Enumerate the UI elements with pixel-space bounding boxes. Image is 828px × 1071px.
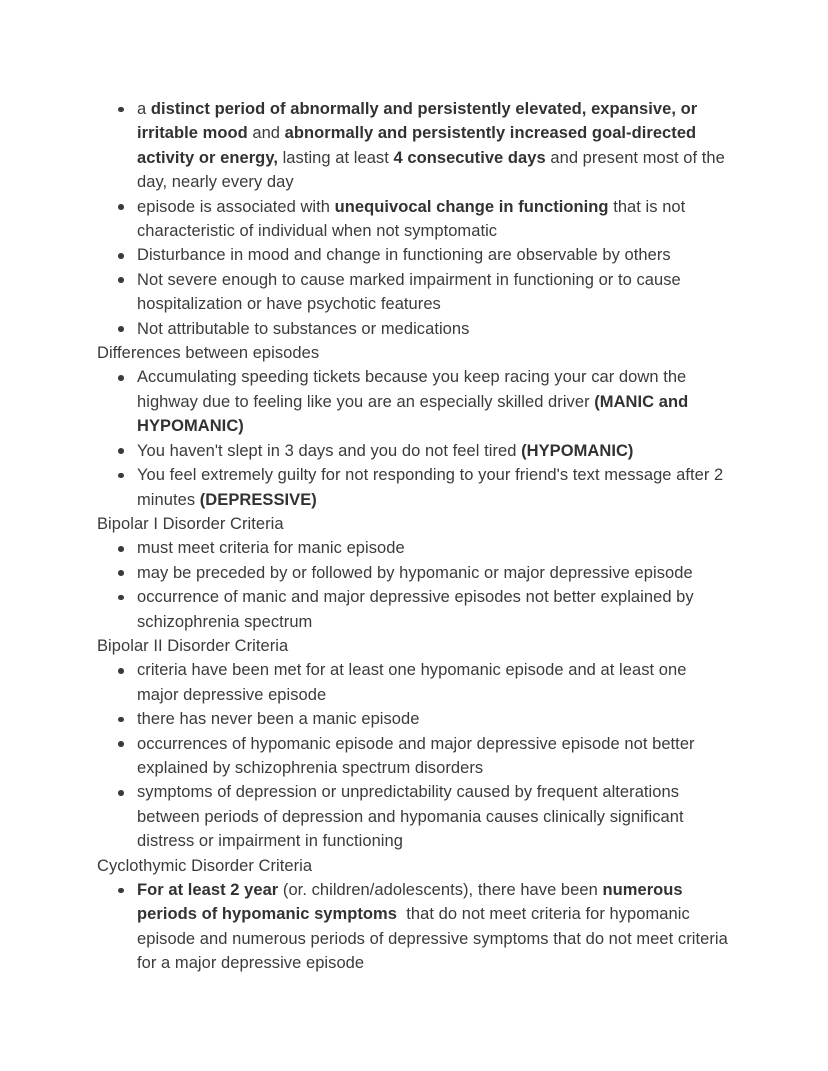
bullet-item <box>97 658 729 707</box>
bullet-icon <box>118 473 124 479</box>
bullet-text: You feel extremely guilty for not responding to your friend's text message after 2 minutes (DEPRESSIVE) <box>137 466 724 509</box>
bullet-icon <box>118 448 124 454</box>
bullet-item <box>97 707 729 731</box>
bullet-item <box>97 97 729 195</box>
bullet-icon <box>118 741 124 747</box>
bullet-item <box>97 317 729 341</box>
bullet-text: symptoms of depression or unpredictability caused by frequent alterations between periods of depression and hypomania causes clinically significant distress or impairment in functioning <box>137 783 684 851</box>
bullet-item <box>97 585 729 634</box>
bullet-item <box>97 268 729 317</box>
bullet-text: Not severe enough to cause marked impairment in functioning or to cause hospitalization or have psychotic features <box>137 270 681 314</box>
bullet-icon <box>118 277 124 283</box>
section-heading <box>97 854 729 878</box>
bullet-icon <box>118 204 124 210</box>
bullet-icon <box>118 595 124 601</box>
bullet-icon <box>118 717 124 723</box>
bullet-text: a distinct period of abnormally and persistently elevated, expansive, or irritable mood and abnormally and persistently increased goal-directed activity or energy, lasting at least 4 consecutive days and present most of the day, nearly every day <box>137 100 725 192</box>
bullet-item <box>97 439 729 463</box>
bullet-text: Accumulating speeding tickets because you keep racing your car down the highway due to feeling like you are an especially skilled driver (MANIC and HYPOMANIC) <box>137 368 689 436</box>
bullet-item <box>97 365 729 438</box>
bullet-icon <box>118 375 124 381</box>
bullet-text: episode is associated with unequivocal change in functioning that is not characteristic of individual when not symptomatic <box>137 197 686 241</box>
bullet-icon <box>118 107 124 113</box>
bullet-text: Disturbance in mood and change in functioning are observable by others <box>137 246 671 265</box>
bullet-icon <box>118 668 124 674</box>
bullet-item <box>97 732 729 781</box>
bullet-item <box>97 780 729 853</box>
bullet-item <box>97 243 729 267</box>
bullet-icon <box>118 570 124 576</box>
notes-document <box>97 97 729 976</box>
bullet-icon <box>118 326 124 332</box>
bullet-item <box>97 561 729 585</box>
bullet-text: Not attributable to substances or medications <box>137 319 470 338</box>
bullet-icon <box>118 546 124 552</box>
bullet-icon <box>118 790 124 796</box>
bullet-item <box>97 878 729 976</box>
heading-text: Bipolar II Disorder Criteria <box>97 636 289 655</box>
section-heading <box>97 634 729 658</box>
bullet-text: criteria have been met for at least one hypomanic episode and at least one major depressive episode <box>137 661 687 704</box>
heading-text: Bipolar I Disorder Criteria <box>97 514 284 533</box>
section-heading <box>97 341 729 365</box>
bullet-text: You haven't slept in 3 days and you do not feel tired (HYPOMANIC) <box>137 441 634 460</box>
heading-text: Differences between episodes <box>97 344 320 363</box>
bullet-text: must meet criteria for manic episode <box>137 539 405 558</box>
bullet-text: occurrence of manic and major depressive episodes not better explained by schizophrenia spectrum <box>137 588 694 631</box>
bullet-icon <box>118 253 124 259</box>
bullet-item <box>97 195 729 244</box>
bullet-item <box>97 463 729 512</box>
bullet-item <box>97 536 729 560</box>
bullet-text: occurrences of hypomanic episode and major depressive episode not better explained by schizophrenia spectrum disorders <box>137 734 695 777</box>
bullet-text: For at least 2 year (or. children/adolescents), there have been numerous periods of hypomanic symptoms that do not meet criteria for hypomanic episode and numerous periods of depressive symptoms that do not meet criteria for a major depressive episode <box>137 881 728 973</box>
bullet-text: may be preceded by or followed by hypomanic or major depressive episode <box>137 563 693 582</box>
bullet-icon <box>118 888 124 894</box>
section-heading <box>97 512 729 536</box>
bullet-text: there has never been a manic episode <box>137 710 420 729</box>
heading-text: Cyclothymic Disorder Criteria <box>97 856 313 875</box>
